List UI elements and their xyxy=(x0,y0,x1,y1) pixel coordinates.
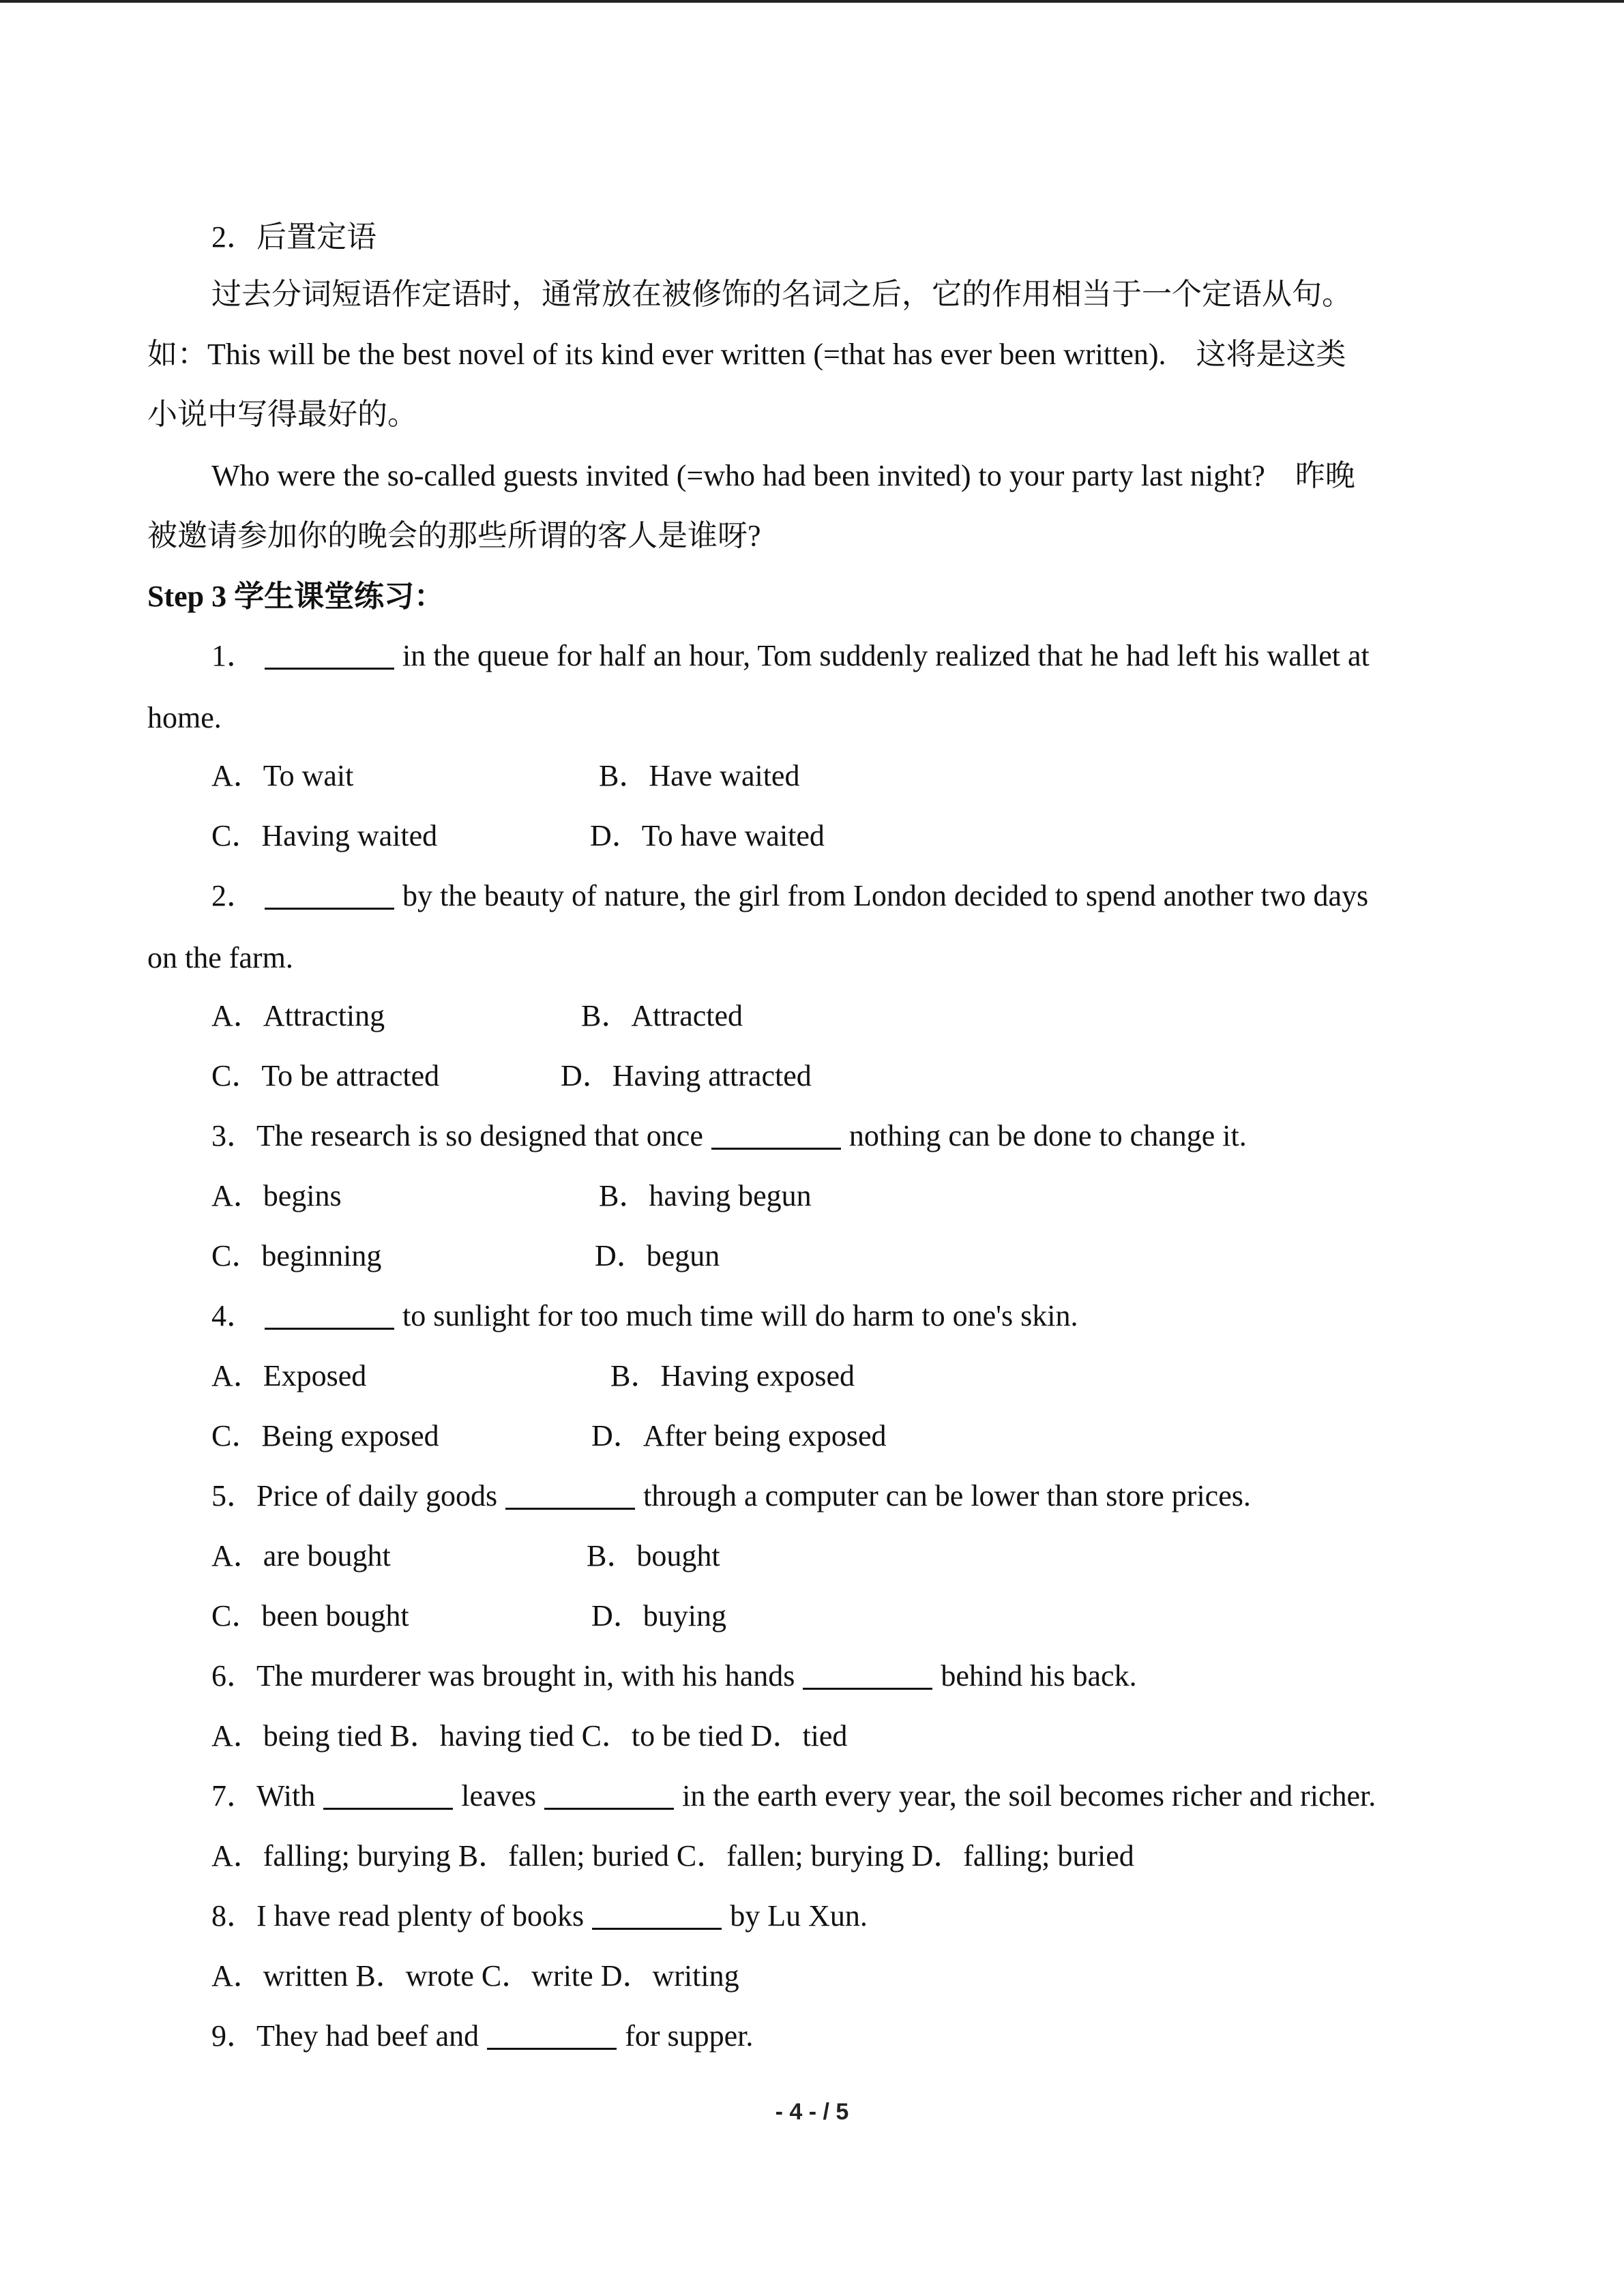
question-text: by Lu Xun. xyxy=(730,1899,868,1933)
answer-blank xyxy=(265,640,394,670)
question-text: in the queue for half an hour, Tom suddenly realized that he had left his wallet at xyxy=(402,639,1370,672)
option-b: B．Attracted xyxy=(581,999,743,1032)
question-1-continuation: home. xyxy=(147,701,222,734)
question-text: nothing can be done to change it. xyxy=(848,1119,1247,1152)
answer-blank xyxy=(803,1660,932,1690)
question-text: for supper. xyxy=(625,2019,754,2053)
question-text: to sunlight for too much time will do harm to one's skin. xyxy=(402,1299,1078,1332)
option-d: D．begun xyxy=(595,1239,720,1272)
answer-blank xyxy=(711,1120,841,1150)
answer-blank xyxy=(265,1300,394,1330)
paragraph-line: 小说中写得最好的。 xyxy=(147,398,417,431)
answer-blank xyxy=(544,1780,674,1810)
option-b: B．having begun xyxy=(599,1179,812,1212)
question-5 xyxy=(211,1476,1251,1517)
answer-blank xyxy=(505,1480,635,1510)
paragraph-line: 过去分词短语作定语时，通常放在被修饰的名词之后，它的作用相当于一个定语从句。 xyxy=(211,278,1352,311)
section-heading-postpositive-attributive: 2．后置定语 xyxy=(211,220,377,254)
paragraph-line: 被邀请参加你的晚会的那些所谓的客人是谁呀? xyxy=(147,519,761,552)
paragraph-line: Who were the so-called guests invited (=who had been invited) to your party last night? 昨晚 xyxy=(211,459,1355,492)
option-b: B．bought xyxy=(587,1539,720,1572)
question-number: 4． xyxy=(211,1299,256,1332)
question-2 xyxy=(211,876,1368,916)
option-c: C．beginning xyxy=(211,1239,382,1272)
answer-blank xyxy=(265,880,394,910)
options-row: A．falling; burying B．fallen; buried C．fallen; burying D．falling; buried xyxy=(211,1839,1134,1873)
step3-heading: Step 3 学生课堂练习： xyxy=(147,580,445,613)
option-c: C．To be attracted xyxy=(211,1059,440,1092)
paragraph-line: 如：This will be the best novel of its kind ever written (=that has ever been written). 这将是这类 xyxy=(147,338,1346,371)
question-2-continuation: on the farm. xyxy=(147,941,293,974)
question-text: 6．The murderer was brought in, with his hands xyxy=(211,1659,795,1693)
option-c: C．Being exposed xyxy=(211,1419,439,1452)
option-a: A．begins xyxy=(211,1179,342,1212)
question-8 xyxy=(211,1896,868,1937)
option-d: D．After being exposed xyxy=(591,1419,887,1452)
option-a: A．To wait xyxy=(211,759,354,792)
question-7 xyxy=(211,1776,1376,1817)
question-4 xyxy=(211,1296,1078,1337)
answer-blank xyxy=(592,1900,722,1930)
question-text: 5．Price of daily goods xyxy=(211,1479,498,1512)
question-text: leaves xyxy=(461,1779,537,1813)
question-number: 1． xyxy=(211,639,256,672)
question-6 xyxy=(211,1656,1137,1697)
option-a: A．Attracting xyxy=(211,999,385,1032)
question-text: 3．The research is so designed that once xyxy=(211,1119,703,1152)
question-text: in the earth every year, the soil becomes richer and richer. xyxy=(682,1779,1376,1813)
option-b: B．Have waited xyxy=(599,759,800,792)
option-a: A．Exposed xyxy=(211,1359,367,1392)
option-a: A．are bought xyxy=(211,1539,391,1572)
option-d: D．buying xyxy=(591,1599,726,1632)
question-text: by the beauty of nature, the girl from London decided to spend another two days xyxy=(402,879,1369,912)
question-text: through a computer can be lower than store prices. xyxy=(643,1479,1251,1512)
options-row: A．being tied B．having tied C．to be tied D．tied xyxy=(211,1719,848,1753)
question-text: 9．They had beef and xyxy=(211,2019,479,2053)
question-9 xyxy=(211,2016,753,2057)
option-d: D．Having attracted xyxy=(561,1059,812,1092)
question-text: behind his back. xyxy=(941,1659,1137,1693)
option-c: C．Having waited xyxy=(211,819,438,852)
answer-blank xyxy=(487,2021,617,2050)
question-number: 2． xyxy=(211,879,256,912)
options-row: A．written B．wrote C．write D．writing xyxy=(211,1959,739,1993)
option-b: B．Having exposed xyxy=(610,1359,855,1392)
question-3 xyxy=(211,1116,1247,1157)
question-text: 7．With xyxy=(211,1779,316,1813)
question-text: 8．I have read plenty of books xyxy=(211,1899,585,1933)
answer-blank xyxy=(323,1780,453,1810)
option-d: D．To have waited xyxy=(590,819,825,852)
page-number: - 4 - / 5 xyxy=(775,2099,849,2125)
top-border-line xyxy=(0,0,1624,3)
question-1 xyxy=(211,636,1370,676)
option-c: C．been bought xyxy=(211,1599,409,1632)
